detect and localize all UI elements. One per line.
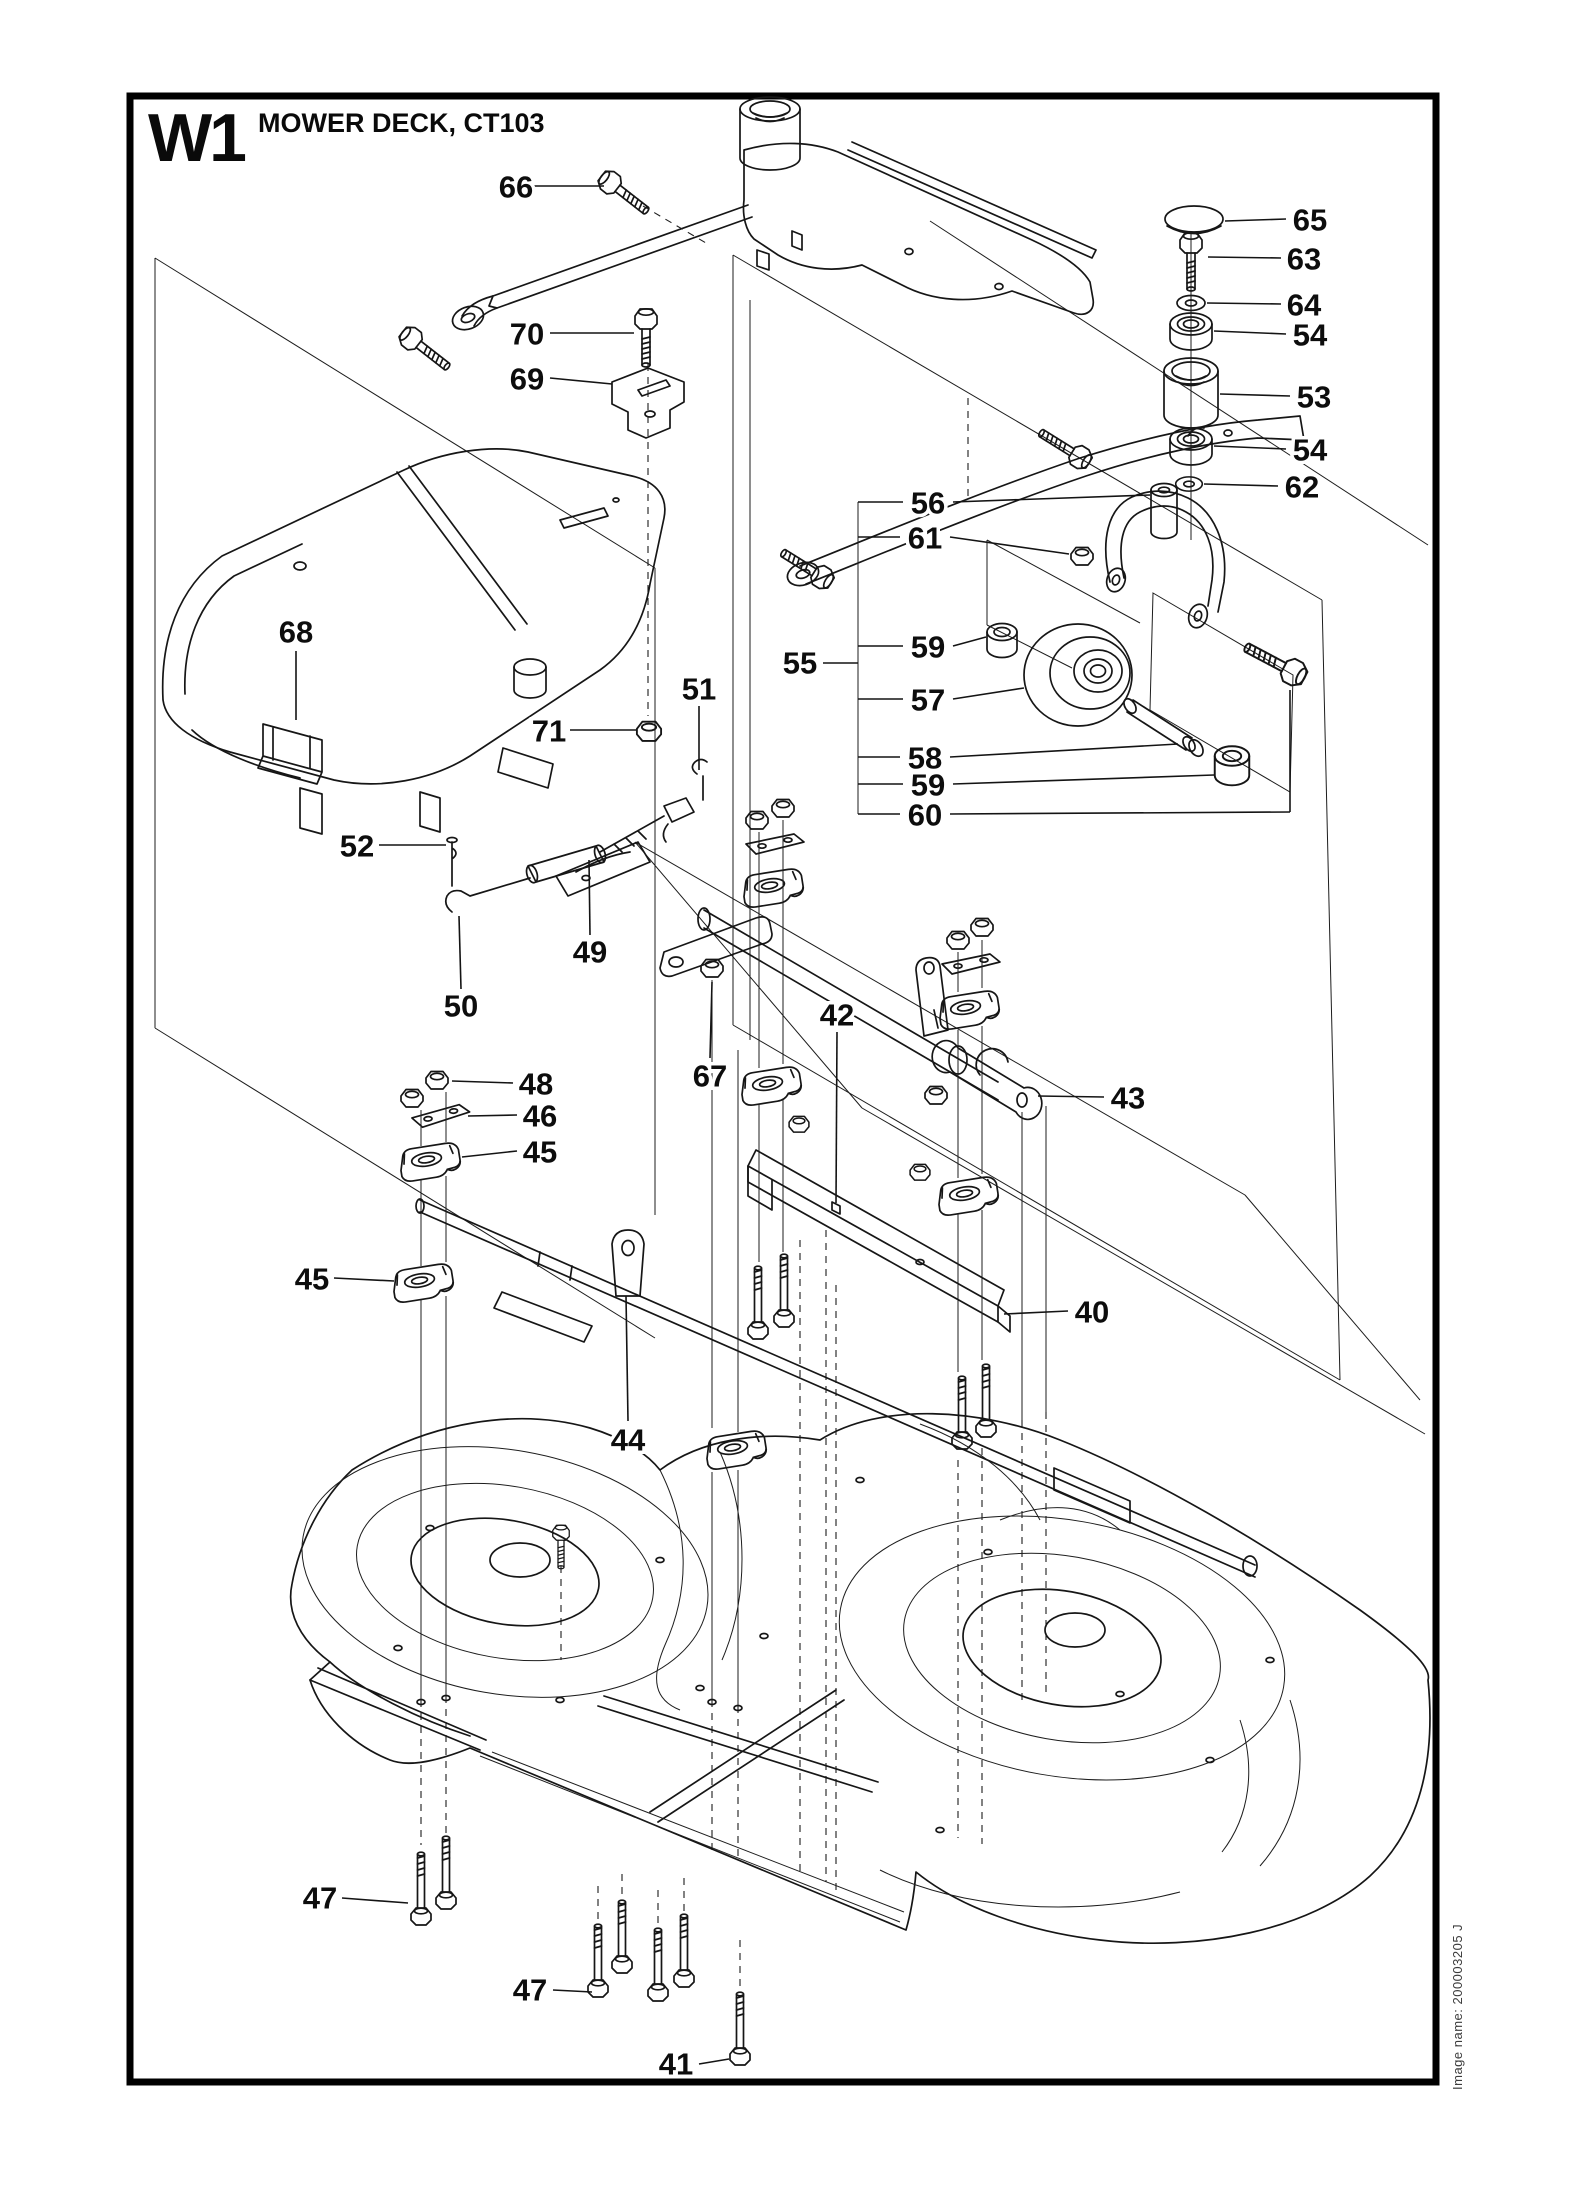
callout-58: 58 <box>907 740 943 776</box>
callout-57: 57 <box>910 682 946 718</box>
leader-line-49 <box>589 860 590 935</box>
bushing-59-lower <box>1215 746 1250 785</box>
bushing-59-upper <box>987 624 1017 658</box>
nut-61 <box>1071 548 1093 566</box>
cable-linkage-assembly <box>446 760 707 913</box>
leader-line-64 <box>1207 303 1281 304</box>
callout-68: 68 <box>278 614 314 650</box>
callout-56: 56 <box>910 485 946 521</box>
bolt-41 <box>730 1992 750 2065</box>
callout-64: 64 <box>1286 287 1322 323</box>
leader-line-54a <box>1214 331 1286 334</box>
leader-line-43 <box>1038 1096 1104 1097</box>
callout-53: 53 <box>1296 379 1332 415</box>
callout-51: 51 <box>681 671 717 707</box>
support-bracket-group <box>612 309 684 741</box>
bolt-47-bottom-2 <box>612 1900 632 1973</box>
nut-71 <box>637 722 661 741</box>
callout-54a: 54 <box>1292 317 1328 353</box>
leader-line-61 <box>950 537 1069 554</box>
callout-47b: 47 <box>512 1972 548 2008</box>
callout-49: 49 <box>572 934 608 970</box>
leader-line-48 <box>452 1081 513 1083</box>
deck-shell <box>282 1414 1430 1943</box>
leader-line-59a <box>953 637 986 646</box>
leader-line-50 <box>459 916 461 989</box>
callout-44: 44 <box>610 1422 646 1458</box>
leader-line-62 <box>1204 484 1278 486</box>
callout-63: 63 <box>1286 241 1322 277</box>
rod-strap <box>494 1292 592 1342</box>
leader-line-63 <box>1208 257 1281 258</box>
plate-46 <box>411 1104 470 1128</box>
bolt-47-left-2 <box>436 1836 456 1909</box>
callout-layer <box>279 170 1331 2082</box>
leader-line-58 <box>950 744 1178 757</box>
callout-61: 61 <box>907 520 943 556</box>
bolt-60 <box>1239 636 1310 690</box>
bolt-47-bottom-3 <box>648 1928 668 2001</box>
leader-line-47a <box>342 1898 408 1903</box>
caster-fork-57-frame <box>1104 491 1225 630</box>
leader-line-46 <box>468 1115 517 1116</box>
callout-46: 46 <box>522 1098 558 1134</box>
callout-40: 40 <box>1074 1294 1110 1330</box>
leader-line-40 <box>1004 1311 1068 1314</box>
washer-62 <box>1176 477 1203 491</box>
callout-45b: 45 <box>294 1261 330 1297</box>
leader-line-57 <box>953 688 1024 699</box>
callout-60: 60 <box>907 797 943 833</box>
callout-65: 65 <box>1292 202 1328 238</box>
cable-clevis-49 <box>663 798 694 842</box>
leader-line-54b <box>1214 446 1286 449</box>
image-name-note: Image name: 200003205 J <box>1450 1923 1465 2090</box>
callout-48: 48 <box>518 1066 554 1102</box>
leader-line-45b <box>334 1278 394 1281</box>
cable-end-50 <box>446 878 530 912</box>
callout-43: 43 <box>1110 1080 1146 1116</box>
construction-planes <box>155 221 1428 1434</box>
bolt-47-left-1 <box>411 1852 431 1925</box>
hanger-linkage-assembly <box>660 797 1046 1891</box>
callout-42: 42 <box>819 997 855 1033</box>
bolt-70 <box>635 309 657 367</box>
figure-title: MOWER DECK, CT103 <box>258 108 545 138</box>
leader-line-53 <box>1220 394 1290 396</box>
callout-62: 62 <box>1284 469 1320 505</box>
bolt-47-bottom-4 <box>674 1914 694 1987</box>
leader-line-42 <box>836 1032 837 1203</box>
callout-59b: 59 <box>910 767 946 803</box>
callout-45a: 45 <box>522 1134 558 1170</box>
left-clamp-column <box>391 1072 471 1926</box>
deck-mount-bolts <box>588 1874 750 2065</box>
figure-code: W1 <box>148 100 244 176</box>
leader-line-65 <box>1225 219 1286 221</box>
leader-line-41 <box>699 2059 729 2064</box>
stud-lines <box>712 820 1046 1890</box>
callout-69: 69 <box>509 361 545 397</box>
leader-line-59b <box>953 775 1214 784</box>
callout-59a: 59 <box>910 629 946 665</box>
callout-47a: 47 <box>302 1880 338 1916</box>
clamp-on-rod <box>704 1430 768 1471</box>
axle-58 <box>1121 697 1205 759</box>
callout-54b: 54 <box>1292 432 1328 468</box>
deflector-knob <box>514 659 546 698</box>
leader-line-47b <box>553 1990 592 1992</box>
clamp-45-lower <box>391 1263 455 1304</box>
callout-50: 50 <box>443 988 479 1024</box>
nut-48 <box>426 1072 448 1090</box>
bolt-47-bottom-1 <box>588 1924 608 1997</box>
hanger-bracket <box>916 958 948 1036</box>
callout-70: 70 <box>509 316 545 352</box>
wheel-57 <box>1024 624 1132 726</box>
callout-67: 67 <box>692 1058 728 1094</box>
deflector-cover-68 <box>163 449 665 834</box>
caster-kingpin-hardware <box>1164 206 1223 540</box>
callout-66: 66 <box>498 169 534 205</box>
leader-line-44 <box>626 1296 628 1421</box>
callout-41: 41 <box>658 2046 694 2082</box>
cap-65 <box>1165 206 1223 232</box>
leader-line-69 <box>550 378 612 384</box>
nut-67 <box>701 960 723 978</box>
callout-55: 55 <box>782 645 818 681</box>
callout-71: 71 <box>531 713 567 749</box>
cotter-pin-52 <box>447 838 457 887</box>
leader-line-45a <box>462 1151 517 1157</box>
clamp-45-upper <box>398 1142 462 1183</box>
callout-52: 52 <box>339 828 375 864</box>
leader-line-60 <box>950 812 1290 814</box>
leader-line-56 <box>953 495 1150 502</box>
